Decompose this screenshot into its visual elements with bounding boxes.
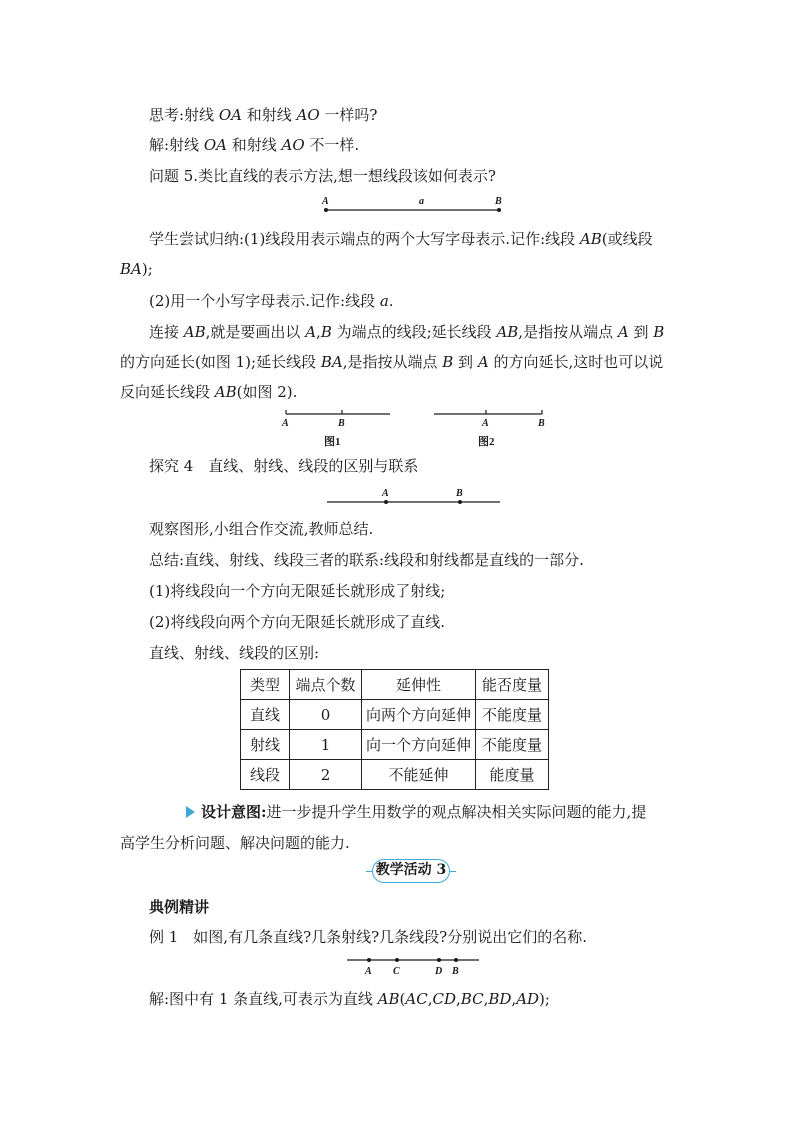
table-cell: 2: [290, 760, 362, 790]
table-header: 类型: [241, 670, 290, 700]
explore-4-heading: 探究 4 直线、射线、线段的区别与联系: [149, 457, 419, 475]
design-intent: 设计意图:进一步提升学生用数学的观点解决相关实际问题的能力,提: [186, 802, 646, 822]
table-cell: 1: [290, 730, 362, 760]
fig1-label-b: B: [338, 418, 345, 429]
example-1: 例 1 如图,有几条直线?几条射线?几条线段?分别说出它们的名称.: [149, 928, 587, 946]
teaching-activity-badge: [366, 859, 456, 883]
example-line-figure: [345, 950, 485, 980]
badge-label: 教学活动 3: [372, 859, 450, 883]
extend-explanation-3: 反向延长线段 AB(如图 2).: [120, 383, 298, 401]
table-header-row: [241, 670, 549, 700]
fig1-caption: 图1: [324, 436, 341, 448]
triangle-marker-icon: [186, 806, 195, 818]
table-cell: 向一个方向延伸: [362, 730, 476, 760]
solution-text: 解:图中有 1 条直线,可表示为直线 AB(AC,CD,BC,BD,AD);: [149, 990, 550, 1008]
example-label-c: C: [393, 966, 400, 977]
segment-label-a: A: [322, 196, 329, 207]
table-header: 端点个数: [290, 670, 362, 700]
table-cell: 直线: [241, 700, 290, 730]
difference-heading: 直线、射线、线段的区别:: [149, 644, 320, 662]
design-intent-cont: 高学生分析问题、解决问题的能力.: [120, 834, 350, 852]
figure-1: [278, 405, 398, 451]
table-cell: 线段: [241, 760, 290, 790]
extend-explanation-1: 连接 AB,就是要画出以 A,B 为端点的线段;延长线段 AB,是指按从端点 A 到 B: [149, 323, 665, 341]
think-question: 思考:射线 OA 和射线 AO 一样吗?: [149, 106, 378, 124]
fig2-label-b: B: [538, 418, 545, 429]
table-cell: 不能延伸: [362, 760, 476, 790]
summary-point-2: (2)将线段向两个方向无限延长就形成了直线.: [149, 613, 446, 631]
segment-figure: [318, 195, 508, 217]
example-label-d: D: [435, 966, 443, 977]
fig2-caption: 图2: [478, 436, 495, 448]
table-cell: 不能度量: [476, 730, 549, 760]
think-answer: 解:射线 OA 和射线 AO 不一样.: [149, 136, 360, 154]
line-ab-figure: [325, 484, 505, 508]
summary-relation: 总结:直线、射线、线段三者的联系:线段和射线都是直线的一部分.: [149, 551, 584, 569]
extend-explanation-2: 的方向延长(如图 1);延长线段 BA,是指按从端点 B 到 A 的方向延长,这时也可以说: [120, 353, 664, 371]
fig1-label-a: A: [282, 418, 289, 429]
table-cell: 射线: [241, 730, 290, 760]
table-row: [241, 760, 549, 790]
section-heading: 典例精讲: [149, 898, 210, 916]
table-cell: 向两个方向延伸: [362, 700, 476, 730]
summary-point-1: (1)将线段向一个方向无限延长就形成了射线;: [149, 582, 446, 600]
question-5: 问题 5.类比直线的表示方法,想一想线段该如何表示?: [149, 167, 496, 185]
line-label-a: A: [382, 488, 389, 499]
table-row: [241, 700, 549, 730]
table-row: [241, 730, 549, 760]
table-cell: 能度量: [476, 760, 549, 790]
example-label-b: B: [452, 966, 459, 977]
segment-label-mid: a: [419, 196, 424, 207]
example-label-a: A: [365, 966, 372, 977]
observe-text: 观察图形,小组合作交流,教师总结.: [149, 520, 374, 538]
table-header: 延伸性: [362, 670, 476, 700]
segment-label-b: B: [495, 196, 502, 207]
table-cell: 0: [290, 700, 362, 730]
design-intent-label: 设计意图:: [201, 803, 267, 821]
table-cell: 不能度量: [476, 700, 549, 730]
line-label-b: B: [456, 488, 463, 499]
figure-2: [428, 405, 553, 451]
fig2-label-a: A: [482, 418, 489, 429]
comparison-table: [240, 669, 549, 790]
student-summary-2: (2)用一个小写字母表示.记作:线段 a.: [149, 292, 394, 310]
student-summary-1: 学生尝试归纳:(1)线段用表示端点的两个大写字母表示.记作:线段 AB(或线段: [149, 230, 653, 248]
table-header: 能否度量: [476, 670, 549, 700]
student-summary-1-cont: BA);: [120, 260, 153, 278]
